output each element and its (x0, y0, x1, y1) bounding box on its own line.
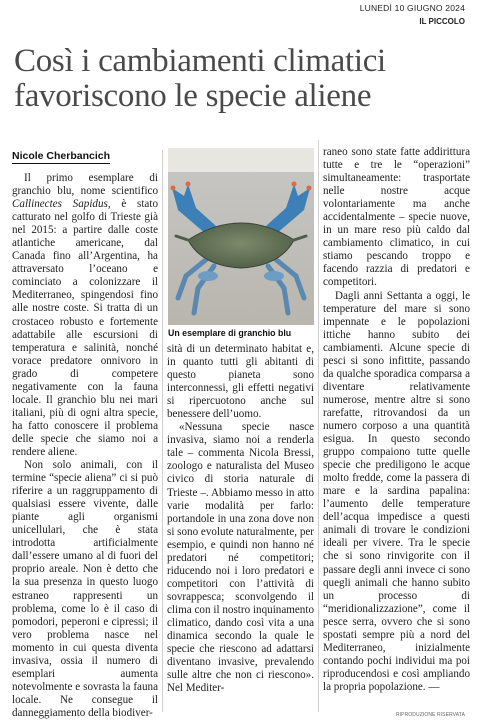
paragraph: Non solo animali, con il termine “specie aliena” ci si può riferire a un raggruppamento di qualsiasi essere vivente, dalle piante agli organismi unicellulari, che è stata introdotta artificialmente dall’essere umano al di fuori del proprio areale. Non è detto che la sua presenza in questo luogo estraneo rappresenti un problema, come lo è il caso di pomodori, peperoni e cipressi; il vero problema nasce nel momento in cui questa diventa invasiva, ossia il numero di esemplari aumenta notevolmente e sovrasta la fauna locale. Ne consegue il danneggiamento della biodiver- (12, 459, 158, 719)
copyright-notice: RIPRODUZIONE RISERVATA (395, 712, 465, 718)
paragraph: Il primo esemplare di granchio blu, nome scientifico Callinectes Sapidus, è stato catturato nel golfo di Trieste già nel 2015: a partire dalle coste atlantiche americane, dal Canada fino all’Argentina, ha attraversato l’oceano e cominciato a colonizzare il Mediterraneo, spingendosi fino alle nostre coste. Si tratta di un crostaceo robusto e fortemente adattabile alle escursioni di temperatura e salinità, nonché vorace predatore onnivoro in grado di competere negativamente con la fauna locale. Il granchio blu nei mari italiani, più di ogni altra specie, ha fatto conoscere il problema delle specie che siamo noi a rendere aliene. (12, 172, 158, 458)
crab-photo (168, 148, 314, 325)
byline: Nicole Cherbancich (12, 150, 111, 162)
blue-crab-illustration (168, 148, 314, 325)
newspaper-name: IL PICCOLO (419, 17, 465, 26)
headline (14, 44, 474, 114)
species-name: Callinectes Sapidus (12, 198, 108, 211)
article-column-2 (167, 343, 314, 695)
column-divider (318, 140, 319, 712)
article-column-3 (323, 146, 470, 694)
date-line: LUNEDÌ 10 GIUGNO 2024 (359, 3, 465, 13)
column-divider (162, 150, 163, 712)
paragraph: sità di un determinato habitat e, in quanto tutti gli abitanti di questo pianeta sono interconnessi, gli effetti negativi si ripercuotono anche sul benessere dell’uomo. (167, 343, 314, 421)
image-caption: Un esemplare di granchio blu (168, 328, 292, 338)
paragraph: «Nessuna specie nasce invasiva, siamo noi a renderla tale – commenta Nicola Bressi, zoologo e naturalista del Museo civico di storia naturale di Trieste –. Abbiamo messo in atto varie modalità per farlo: portandole in una zona dove non si sono evolute naturalmente, per esempio, e quindi non hanno né predatori né competitori; riducendo noi i loro predatori e competitori con l’attività di sovrappesca; sconvolgendo il clima con il nostro inquinamento climatico, dando così vita a una dinamica secondo la quale le specie che riescono ad adattarsi diventano invasive, prevalendo sulle altre che non ci riescono». Nel Mediter- (167, 421, 314, 695)
headline-line-1: Così i cambiamenti climatici (14, 43, 386, 79)
paragraph: raneo sono state fatte addirittura tutte e tre le “operazioni” simultaneamente: trasportate nelle nostre acque volontariamente ma anche accidentalmente – specie nuove, in un mare reso più caldo dal cambiamento climatico, in cui stiamo pescando troppo e facendo razzia di predatori e competitori. (323, 146, 470, 289)
headline-line-2: favoriscono le specie aliene (14, 78, 372, 114)
paragraph: Dagli anni Settanta a oggi, le temperature del mare si sono impennate e le popolazioni ittiche hanno subito dei cambiamenti. Alcune specie di pesci si sono infittite, passando da qualche sporadica comparsa a diventare relativamente numerose, mentre altre si sono rarefatte, ritrovandosi da un numero corposo a una quantità esigua. In questo secondo gruppo compaiono tutte quelle specie che prediligono le acque molto fredde, come la passera di mare e la sardina papalina: l’aumento delle temperature dell’acqua impedisce a questi animali di trovare le condizioni ideali per vivere. Tra le specie che si sono rinvigorite con il passare degli anni invece ci sono quegli animali che hanno subito un processo di “meridionalizzazione”, come il pesce serra, ovvero che si sono spostati sempre più a nord del Mediterraneo, inizialmente contando pochi individui ma poi riproducendosi e così ampliando la propria popolazione. — (323, 289, 470, 693)
article-column-1 (12, 172, 158, 720)
